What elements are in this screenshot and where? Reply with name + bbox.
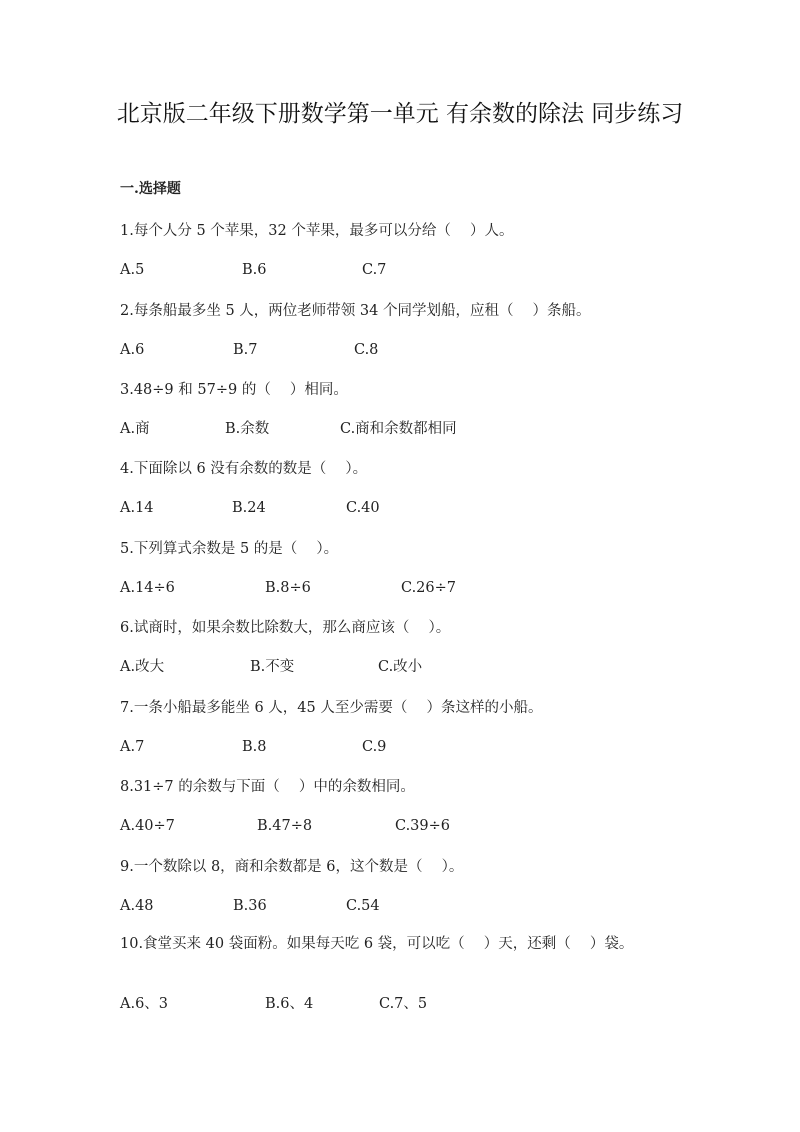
- question-4: 4.下面除以 6 没有余数的数是（ ）。: [120, 461, 368, 477]
- question-5-options: [120, 578, 680, 598]
- page-title: 北京版二年级下册数学第一单元 有余数的除法 同步练习: [116, 101, 684, 127]
- question-2-options: [120, 340, 680, 360]
- question-6-options: [120, 657, 680, 677]
- option-a: A.5: [120, 262, 145, 278]
- option-a: A.40÷7: [120, 818, 175, 834]
- question-1: 1.每个人分 5 个苹果，32 个苹果，最多可以分给（ ）人。: [120, 223, 514, 239]
- option-b: B.7: [233, 342, 258, 358]
- option-b: B.6: [242, 262, 267, 278]
- option-c: C.7: [362, 262, 387, 278]
- question-10: 10.食堂买来 40 袋面粉。如果每天吃 6 袋，可以吃（ ）天，还剩（ ）袋。: [120, 936, 634, 952]
- option-c: C.9: [362, 739, 387, 755]
- option-b: B.余数: [225, 421, 270, 437]
- option-a: A.48: [120, 898, 154, 914]
- option-c: C.7、5: [379, 996, 428, 1012]
- question-8-options: [120, 816, 680, 836]
- question-7: 7.一条小船最多能坐 6 人，45 人至少需要（ ）条这样的小船。: [120, 700, 543, 716]
- option-c: C.39÷6: [395, 818, 451, 834]
- question-2: 2.每条船最多坐 5 人，两位老师带领 34 个同学划船，应租（ ）条船。: [120, 303, 591, 319]
- option-b: B.8: [242, 739, 267, 755]
- question-4-options: [120, 498, 680, 518]
- option-b: B.24: [232, 500, 266, 516]
- option-b: B.8÷6: [265, 580, 311, 596]
- option-a: A.14: [120, 500, 154, 516]
- option-b: B.6、4: [265, 996, 314, 1012]
- option-b: B.不变: [250, 659, 295, 675]
- option-a: A.6、3: [120, 996, 169, 1012]
- question-9: 9.一个数除以 8，商和余数都是 6，这个数是（ ）。: [120, 859, 464, 875]
- section-heading: 一.选择题: [120, 181, 181, 197]
- option-a: A.6: [120, 342, 145, 358]
- option-c: C.26÷7: [401, 580, 457, 596]
- question-6: 6.试商时，如果余数比除数大，那么商应该（ ）。: [120, 620, 451, 636]
- option-c: C.54: [346, 898, 380, 914]
- option-b: B.36: [233, 898, 267, 914]
- option-c: C.商和余数都相同: [340, 421, 457, 437]
- question-10-options: [120, 994, 680, 1014]
- question-7-options: [120, 737, 680, 757]
- question-3-options: [120, 419, 680, 439]
- question-8: 8.31÷7 的余数与下面（ ）中的余数相同。: [120, 779, 415, 795]
- question-5: 5.下列算式余数是 5 的是（ ）。: [120, 541, 339, 557]
- question-3: 3.48÷9 和 57÷9 的（ ）相同。: [120, 382, 348, 398]
- option-a: A.14÷6: [120, 580, 175, 596]
- option-c: C.改小: [378, 659, 423, 675]
- option-c: C.40: [346, 500, 380, 516]
- option-a: A.商: [120, 421, 150, 437]
- question-9-options: [120, 896, 680, 916]
- question-1-options: [120, 260, 680, 280]
- option-a: A.7: [120, 739, 145, 755]
- option-b: B.47÷8: [257, 818, 313, 834]
- option-a: A.改大: [120, 659, 165, 675]
- option-c: C.8: [354, 342, 379, 358]
